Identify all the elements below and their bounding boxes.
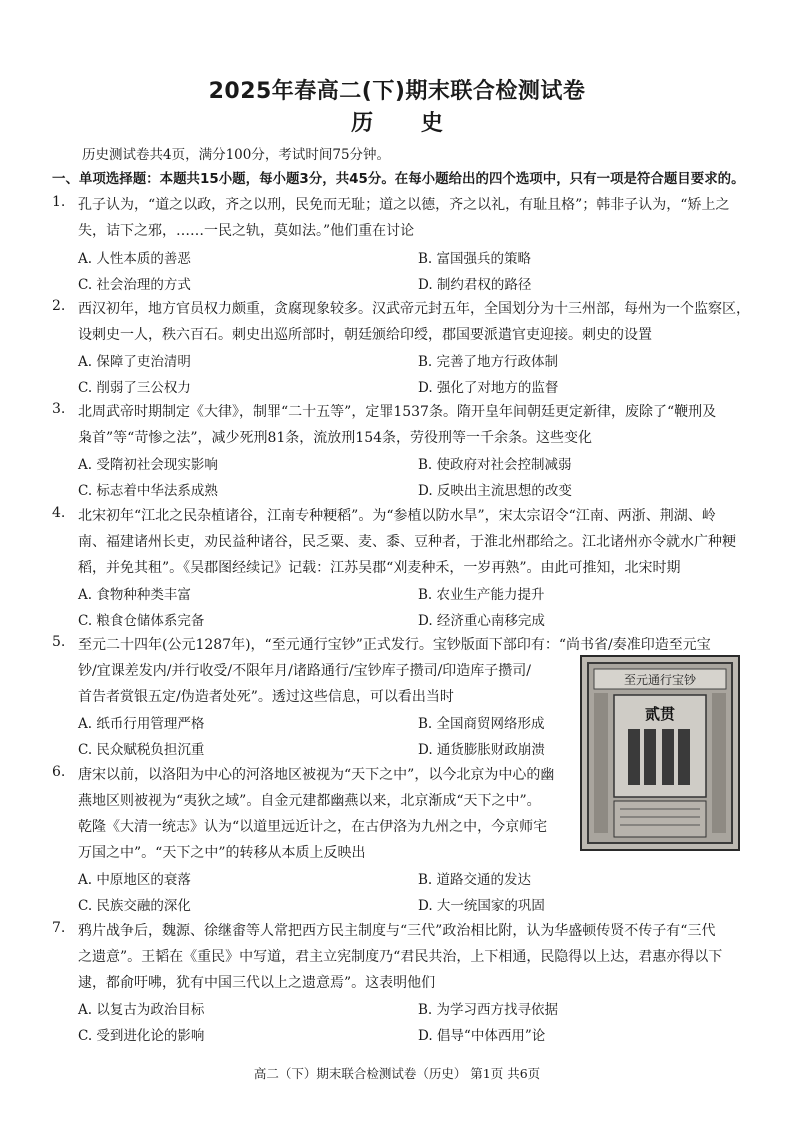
banknote-image [580, 655, 740, 851]
option-b[interactable]: B. 农业生产能力提升 [418, 587, 545, 603]
question-text-line: 逮，都俞吁咈，犹有中国三代以上之遗意焉”。这表明他们 [78, 975, 436, 991]
option-c[interactable]: C. 标志着中华法系成熟 [78, 483, 218, 499]
exam-intro: 历史测试卷共4页，满分100分，考试时间75分钟。 [82, 147, 391, 163]
option-b[interactable]: B. 使政府对社会控制减弱 [418, 457, 572, 473]
question-text-line: 至元二十四年(公元1287年)，“至元通行宝钞”正式发行。宝钞版面下部印有：“尚书省/奏准印造至元宝 [78, 637, 711, 653]
page-title: 2025年春高二(下)期末联合检测试卷 [208, 79, 586, 104]
question-number: 7. [52, 920, 66, 936]
question-text-line: 北宋初年“江北之民杂植诸谷，江南专种粳稻”。为“参植以防水旱”，宋太宗诏令“江南、两浙、荆湖、岭 [78, 508, 716, 524]
section-heading: 一、单项选择题：本题共15小题，每小题3分，共45分。在每小题给出的四个选项中，只有一项是符合题目要求的。 [52, 172, 745, 187]
question-text-line: 之遗意”。王韬在《重民》中写道，君主立宪制度乃“君民共治，上下相通，民隐得以上达，君惠亦得以下 [78, 949, 723, 965]
question-text-line: 万国之中”。“天下之中”的转移从本质上反映出 [78, 845, 366, 861]
question-text-line: 唐宋以前，以洛阳为中心的河洛地区被视为“天下之中”，以今北京为中心的幽 [78, 767, 555, 783]
question-text-line: 孔子认为，“道之以政，齐之以刑，民免而无耻；道之以德，齐之以礼，有耻且格”；韩非子认为，“矫上之 [78, 197, 730, 213]
banknote-illustration [582, 657, 738, 849]
option-c[interactable]: C. 受到进化论的影响 [78, 1028, 205, 1044]
option-a[interactable]: A. 以复古为政治目标 [78, 1002, 205, 1018]
option-b[interactable]: B. 全国商贸网络形成 [418, 716, 545, 732]
option-a[interactable]: A. 食物种种类丰富 [78, 587, 191, 603]
option-b[interactable]: B. 为学习西方找寻依据 [418, 1002, 559, 1018]
question-number: 6. [52, 764, 66, 780]
option-a[interactable]: A. 受隋初社会现实影响 [78, 457, 218, 473]
option-d[interactable]: D. 制约君权的路径 [418, 277, 532, 293]
question-number: 1. [52, 194, 66, 210]
option-d[interactable]: D. 倡导“中体西用”论 [418, 1028, 546, 1044]
option-b[interactable]: B. 道路交通的发达 [418, 872, 532, 888]
question-number: 3. [52, 401, 66, 417]
option-b[interactable]: B. 完善了地方行政体制 [418, 354, 559, 370]
option-b[interactable]: B. 富国强兵的策略 [418, 251, 532, 267]
question-text-line: 南、福建诸州长吏，劝民益种诸谷，民乏粟、麦、黍、豆种者，于淮北州郡给之。江北诸州亦令就水广种粳 [78, 534, 736, 550]
banknote-top-text: 至元通行宝钞 [623, 673, 697, 687]
option-d[interactable]: D. 反映出主流思想的改变 [418, 483, 572, 499]
option-d[interactable]: D. 经济重心南移完成 [418, 613, 545, 629]
page-footer: 高二（下）期末联合检测试卷（历史） 第1页 共6页 [253, 1066, 541, 1081]
question-text-line: 西汉初年，地方官员权力颇重，贪腐现象较多。汉武帝元封五年，全国划分为十三州部，每州为一个监察区， [78, 301, 750, 317]
question-number: 5. [52, 634, 66, 650]
question-text-line: 枭首”等“苛惨之法”，减少死刑81条，流放刑154条，劳役刑等一千余条。这些变化 [78, 430, 593, 446]
question-text-line: 稻，并免其租”。《吴郡图经续记》记载：江苏吴郡“刈麦种禾，一岁再熟”。由此可推知，北宋时期 [78, 560, 681, 576]
option-d[interactable]: D. 强化了对地方的监督 [418, 380, 559, 396]
option-a[interactable]: A. 人性本质的善恶 [78, 251, 191, 267]
question-text-line: 失，诘下之邪，……一民之轨，莫如法。”他们重在讨论 [78, 223, 415, 239]
question-text-line: 鸦片战争后，魏源、徐继畬等人常把西方民主制度与“三代”政治相比附，认为华盛顿传贤不传子有“三代 [78, 923, 716, 939]
option-a[interactable]: A. 中原地区的衰落 [78, 872, 191, 888]
option-d[interactable]: D. 大一统国家的巩固 [418, 898, 545, 914]
option-c[interactable]: C. 粮食仓储体系完备 [78, 613, 205, 629]
question-number: 4. [52, 505, 66, 521]
question-text-line: 燕地区则被视为“夷狄之域”。自金元建都幽燕以来，北京渐成“天下之中”。 [78, 793, 541, 809]
question-text-line: 首告者赏银五定/伪造者处死”。透过这些信息，可以看出当时 [78, 689, 454, 705]
question-text-line: 北周武帝时期制定《大律》，制罪“二十五等”，定罪1537条。隋开皇年间朝廷更定新律，废除了“鞭刑及 [78, 404, 717, 420]
option-c[interactable]: C. 民族交融的深化 [78, 898, 191, 914]
option-c[interactable]: C. 削弱了三公权力 [78, 380, 191, 396]
subject-title: 历 史 [351, 111, 463, 136]
option-c[interactable]: C. 社会治理的方式 [78, 277, 191, 293]
question-number: 2. [52, 298, 66, 314]
question-text-line: 钞/宜课差发内/并行收受/不限年月/诸路通行/宝钞库子攒司/印造库子攒司/ [78, 663, 532, 679]
option-d[interactable]: D. 通货膨胀财政崩溃 [418, 742, 545, 758]
question-text-line: 乾隆《大清一统志》认为“以道里远近计之，在古伊洛为九州之中，今京师宅 [78, 819, 548, 835]
option-a[interactable]: A. 保障了吏治清明 [78, 354, 191, 370]
banknote-value-text: 贰贯 [644, 705, 676, 723]
question-text-line: 设刺史一人，秩六百石。刺史出巡所部时，朝廷颁给印绶，郡国要派遣官吏迎接。刺史的设置 [78, 327, 652, 343]
option-c[interactable]: C. 民众赋税负担沉重 [78, 742, 205, 758]
option-a[interactable]: A. 纸币行用管理严格 [78, 716, 205, 732]
